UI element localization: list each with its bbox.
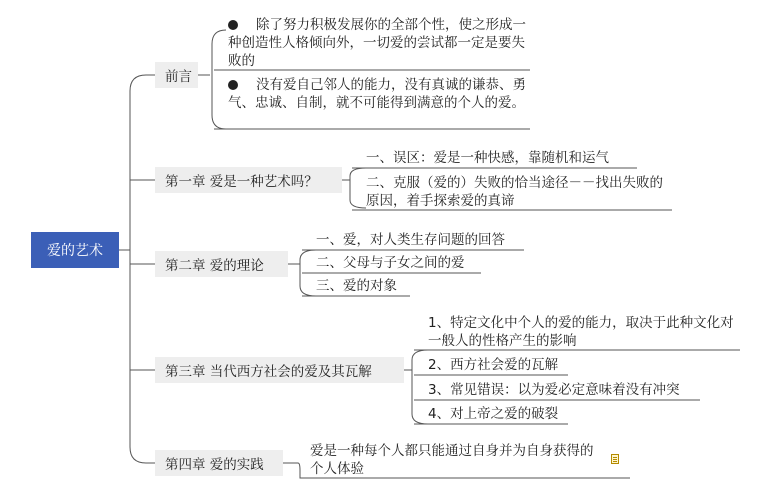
- preface-point-2-text: 没有爱自己邻人的能力，没有真诚的谦恭、勇气、忠诚、自制，就不可能得到满意的个人的爱。: [228, 77, 526, 111]
- chapter1-item-2[interactable]: [366, 174, 666, 210]
- ch3-sub-lines: [412, 350, 428, 424]
- chapter2-item-3[interactable]: [316, 277, 397, 295]
- note-icon[interactable]: [611, 454, 619, 464]
- main-trunk: [130, 75, 146, 463]
- chapter2-item-1-text: 一、爱，对人类生存问题的回答: [316, 232, 505, 248]
- chapter3-item-4-text: 4、对上帝之爱的破裂: [428, 406, 559, 422]
- chapter1-node[interactable]: [155, 167, 342, 193]
- chapter4-node[interactable]: [155, 450, 283, 476]
- chapter1-label: 第一章 爱是一种艺术吗？: [165, 174, 318, 190]
- chapter3-item-1[interactable]: [428, 314, 738, 350]
- bullet-icon: [228, 80, 238, 90]
- bullet-icon: [228, 20, 238, 30]
- chapter1-item-1-text: 一、误区：爱是一种快感，靠随机和运气: [366, 150, 609, 166]
- root-node[interactable]: [31, 232, 119, 268]
- chapter3-item-2[interactable]: [428, 356, 558, 374]
- preface-label: 前言: [165, 69, 192, 85]
- chapter1-item-1[interactable]: [366, 149, 646, 167]
- chapter4-item-1-text: 爱是一种每个人都只能通过自身并为自身获得的个人体验: [310, 443, 594, 477]
- chapter3-item-1-text: 1、特定文化中个人的爱的能力，取决于此种文化对一般人的性格产生的影响: [428, 315, 734, 349]
- chapter3-item-3[interactable]: [428, 381, 680, 399]
- chapter3-item-3-text: 3、常见错误：以为爱必定意味着没有冲突: [428, 382, 680, 398]
- chapter2-node[interactable]: [155, 251, 288, 277]
- chapter4-label: 第四章 爱的实践: [165, 457, 264, 473]
- chapter2-item-2-text: 二、父母与子女之间的爱: [316, 255, 465, 271]
- preface-point-2[interactable]: [228, 76, 528, 112]
- preface-point-1-text: 除了努力积极发展你的全部个性，使之形成一种创造性人格倾向外，一切爱的尝试都一定是要失败的: [228, 17, 526, 69]
- chapter3-item-4[interactable]: [428, 405, 558, 423]
- chapter4-item-1[interactable]: [310, 442, 606, 478]
- preface-node[interactable]: [155, 62, 198, 88]
- root-label: 爱的艺术: [47, 243, 103, 259]
- chapter3-label: 第三章 当代西方社会的爱及其瓦解: [165, 364, 372, 380]
- preface-point-1[interactable]: [228, 16, 528, 70]
- chapter3-node[interactable]: [155, 357, 404, 383]
- chapter3-item-2-text: 2、西方社会爱的瓦解: [428, 357, 559, 373]
- chapter1-item-2-text: 二、克服（爱的）失败的恰当途径－－找出失败的原因，着手探索爱的真谛: [366, 175, 663, 209]
- chapter2-item-1[interactable]: [316, 231, 505, 249]
- preface-sub-lines: [212, 30, 226, 129]
- chapter2-label: 第二章 爱的理论: [165, 258, 264, 274]
- ch1-sub-lines: [350, 168, 366, 208]
- chapter2-item-2[interactable]: [316, 254, 465, 272]
- chapter2-item-3-text: 三、爱的对象: [316, 278, 397, 294]
